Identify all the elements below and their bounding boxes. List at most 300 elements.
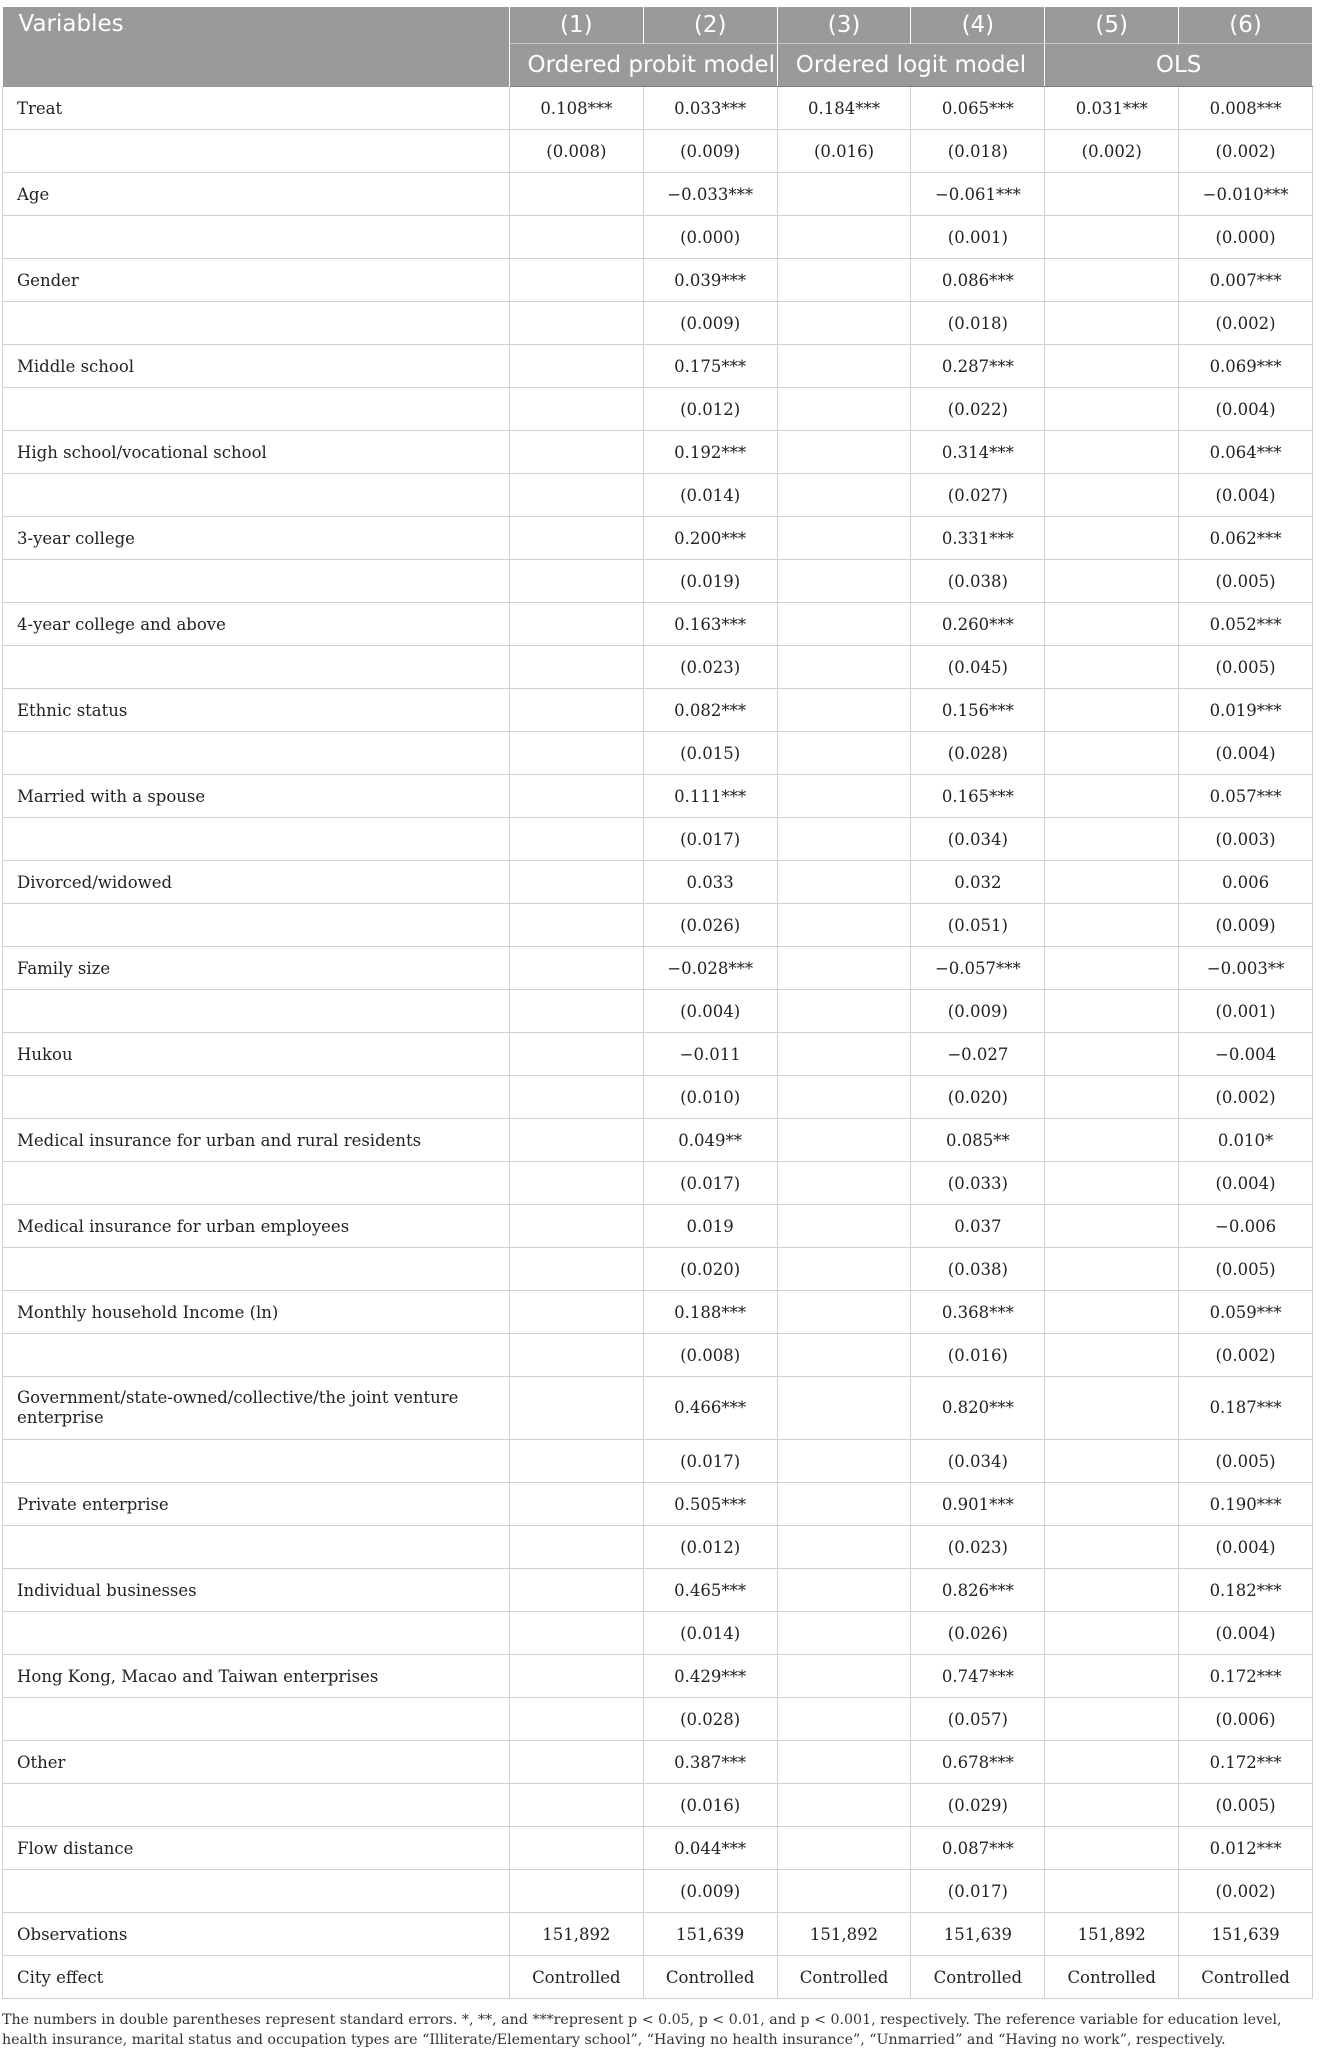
cell-col-2: 0.387***: [643, 1741, 777, 1784]
cell-col-3: [777, 603, 911, 646]
cell-col-3: [777, 259, 911, 302]
cell-col-6: 0.190***: [1179, 1483, 1313, 1526]
cell-col-4: (0.029): [911, 1784, 1045, 1827]
cell-col-6: 151,639: [1179, 1913, 1313, 1956]
row-label: [3, 560, 510, 603]
cell-col-5: [1045, 173, 1179, 216]
row-label: Observations: [3, 1913, 510, 1956]
cell-col-2: (0.000): [643, 216, 777, 259]
cell-col-5: [1045, 1291, 1179, 1334]
row-label: City effect: [3, 1956, 510, 1999]
cell-col-2: 0.039***: [643, 259, 777, 302]
table-row: [3, 1827, 1313, 1870]
cell-col-1: [509, 1784, 643, 1827]
cell-col-2: (0.023): [643, 646, 777, 689]
cell-col-3: [777, 1334, 911, 1377]
table-row: [3, 173, 1313, 216]
cell-col-2: 0.163***: [643, 603, 777, 646]
header-col-3: (3): [777, 7, 911, 44]
cell-col-6: (0.005): [1179, 646, 1313, 689]
cell-col-6: (0.002): [1179, 1870, 1313, 1913]
table-row: [3, 517, 1313, 560]
row-label: [3, 388, 510, 431]
cell-col-6: (0.004): [1179, 1526, 1313, 1569]
table-row: [3, 1162, 1313, 1205]
cell-col-2: 0.044***: [643, 1827, 777, 1870]
table-row: [3, 1377, 1313, 1440]
cell-col-5: [1045, 732, 1179, 775]
cell-col-1: [509, 775, 643, 818]
cell-col-1: [509, 990, 643, 1033]
cell-col-6: Controlled: [1179, 1956, 1313, 1999]
header-col-2: (2): [643, 7, 777, 44]
cell-col-5: [1045, 775, 1179, 818]
cell-col-2: (0.028): [643, 1698, 777, 1741]
cell-col-1: [509, 818, 643, 861]
cell-col-4: 0.368***: [911, 1291, 1045, 1334]
cell-col-4: (0.027): [911, 474, 1045, 517]
cell-col-2: (0.014): [643, 474, 777, 517]
cell-col-5: [1045, 1076, 1179, 1119]
row-label: [3, 130, 510, 173]
regression-table: [2, 7, 1313, 1999]
cell-col-2: (0.009): [643, 1870, 777, 1913]
cell-col-2: (0.012): [643, 388, 777, 431]
cell-col-4: (0.045): [911, 646, 1045, 689]
cell-col-1: [509, 560, 643, 603]
cell-col-1: 0.108***: [509, 87, 643, 130]
row-label: [3, 904, 510, 947]
cell-col-1: [509, 1483, 643, 1526]
table-row: [3, 775, 1313, 818]
cell-col-3: [777, 216, 911, 259]
table-row: [3, 1334, 1313, 1377]
cell-col-1: [509, 1205, 643, 1248]
cell-col-5: [1045, 216, 1179, 259]
header-group-ols: OLS: [1045, 44, 1313, 87]
cell-col-3: 151,892: [777, 1913, 911, 1956]
cell-col-4: (0.018): [911, 130, 1045, 173]
row-label: [3, 302, 510, 345]
cell-col-5: [1045, 689, 1179, 732]
cell-col-4: (0.009): [911, 990, 1045, 1033]
cell-col-6: 0.007***: [1179, 259, 1313, 302]
cell-col-3: [777, 1612, 911, 1655]
row-label: Age: [3, 173, 510, 216]
cell-col-3: [777, 1033, 911, 1076]
cell-col-6: (0.002): [1179, 1334, 1313, 1377]
cell-col-3: [777, 302, 911, 345]
cell-col-6: (0.002): [1179, 302, 1313, 345]
cell-col-1: [509, 302, 643, 345]
cell-col-3: [777, 1784, 911, 1827]
row-label: Private enterprise: [3, 1483, 510, 1526]
cell-col-1: [509, 388, 643, 431]
cell-col-6: −0.003**: [1179, 947, 1313, 990]
cell-col-2: (0.026): [643, 904, 777, 947]
cell-col-2: 151,639: [643, 1913, 777, 1956]
cell-col-2: 0.465***: [643, 1569, 777, 1612]
cell-col-1: [509, 732, 643, 775]
cell-col-1: [509, 1291, 643, 1334]
cell-col-1: [509, 259, 643, 302]
cell-col-4: 0.314***: [911, 431, 1045, 474]
row-label: [3, 990, 510, 1033]
cell-col-4: 0.065***: [911, 87, 1045, 130]
cell-col-4: (0.034): [911, 1440, 1045, 1483]
cell-col-6: 0.006: [1179, 861, 1313, 904]
cell-col-6: (0.006): [1179, 1698, 1313, 1741]
cell-col-5: [1045, 1483, 1179, 1526]
table-row: [3, 1655, 1313, 1698]
cell-col-1: [509, 474, 643, 517]
cell-col-3: 0.184***: [777, 87, 911, 130]
row-label: Other: [3, 1741, 510, 1784]
cell-col-2: (0.020): [643, 1248, 777, 1291]
cell-col-2: 0.188***: [643, 1291, 777, 1334]
cell-col-3: [777, 560, 911, 603]
cell-col-3: [777, 689, 911, 732]
cell-col-4: 0.260***: [911, 603, 1045, 646]
cell-col-5: [1045, 990, 1179, 1033]
header-variables: Variables: [3, 7, 510, 87]
cell-col-4: −0.061***: [911, 173, 1045, 216]
cell-col-6: (0.005): [1179, 1248, 1313, 1291]
cell-col-6: (0.004): [1179, 1162, 1313, 1205]
table-row: [3, 603, 1313, 646]
cell-col-5: [1045, 431, 1179, 474]
cell-col-4: −0.027: [911, 1033, 1045, 1076]
cell-col-6: (0.002): [1179, 130, 1313, 173]
row-label: [3, 1162, 510, 1205]
cell-col-4: 0.085**: [911, 1119, 1045, 1162]
cell-col-5: [1045, 818, 1179, 861]
cell-col-6: 0.057***: [1179, 775, 1313, 818]
cell-col-4: (0.017): [911, 1870, 1045, 1913]
cell-col-5: [1045, 603, 1179, 646]
cell-col-3: [777, 1248, 911, 1291]
cell-col-5: [1045, 388, 1179, 431]
table-row: [3, 1076, 1313, 1119]
cell-col-6: (0.004): [1179, 388, 1313, 431]
table-row: [3, 259, 1313, 302]
cell-col-2: (0.014): [643, 1612, 777, 1655]
cell-col-1: [509, 1033, 643, 1076]
cell-col-1: [509, 1698, 643, 1741]
table-row: [3, 130, 1313, 173]
row-label: Gender: [3, 259, 510, 302]
row-label: [3, 1334, 510, 1377]
cell-col-2: 0.429***: [643, 1655, 777, 1698]
cell-col-1: [509, 1741, 643, 1784]
table-row: [3, 1291, 1313, 1334]
table-row: [3, 646, 1313, 689]
table-row: [3, 302, 1313, 345]
cell-col-2: (0.012): [643, 1526, 777, 1569]
cell-col-1: [509, 1377, 643, 1440]
table-row: [3, 1784, 1313, 1827]
row-label: Medical insurance for urban and rural residents: [3, 1119, 510, 1162]
cell-col-3: [777, 1698, 911, 1741]
cell-col-1: [509, 173, 643, 216]
table-row: [3, 388, 1313, 431]
cell-col-4: 0.820***: [911, 1377, 1045, 1440]
table-row: [3, 1483, 1313, 1526]
cell-col-3: [777, 1827, 911, 1870]
table-row: [3, 990, 1313, 1033]
cell-col-2: (0.015): [643, 732, 777, 775]
cell-col-4: 0.156***: [911, 689, 1045, 732]
cell-col-1: [509, 216, 643, 259]
cell-col-5: [1045, 1033, 1179, 1076]
table-row: [3, 474, 1313, 517]
cell-col-5: [1045, 1205, 1179, 1248]
table-row: [3, 1870, 1313, 1913]
cell-col-3: [777, 431, 911, 474]
cell-col-3: [777, 990, 911, 1033]
cell-col-6: (0.000): [1179, 216, 1313, 259]
cell-col-6: (0.001): [1179, 990, 1313, 1033]
table-row: [3, 1119, 1313, 1162]
row-label: Treat: [3, 87, 510, 130]
header-row-numbers: [3, 7, 1313, 44]
table-header: [3, 7, 1313, 87]
cell-col-5: [1045, 1827, 1179, 1870]
header-col-4: (4): [911, 7, 1045, 44]
table-row: [3, 1741, 1313, 1784]
cell-col-1: [509, 1612, 643, 1655]
cell-col-2: 0.175***: [643, 345, 777, 388]
cell-col-3: [777, 861, 911, 904]
cell-col-6: 0.069***: [1179, 345, 1313, 388]
cell-col-6: −0.010***: [1179, 173, 1313, 216]
cell-col-1: Controlled: [509, 1956, 643, 1999]
cell-col-6: 0.182***: [1179, 1569, 1313, 1612]
table-row: [3, 431, 1313, 474]
cell-col-3: [777, 1291, 911, 1334]
row-label: Hukou: [3, 1033, 510, 1076]
cell-col-1: [509, 1870, 643, 1913]
cell-col-3: [777, 1870, 911, 1913]
cell-col-5: [1045, 1526, 1179, 1569]
cell-col-5: [1045, 1334, 1179, 1377]
table-row: [3, 689, 1313, 732]
cell-col-6: 0.012***: [1179, 1827, 1313, 1870]
cell-col-4: 0.826***: [911, 1569, 1045, 1612]
cell-col-5: [1045, 861, 1179, 904]
cell-col-5: [1045, 1377, 1179, 1440]
cell-col-5: [1045, 1248, 1179, 1291]
cell-col-6: 0.008***: [1179, 87, 1313, 130]
cell-col-4: 0.087***: [911, 1827, 1045, 1870]
cell-col-5: [1045, 1870, 1179, 1913]
cell-col-1: [509, 345, 643, 388]
cell-col-2: (0.016): [643, 1784, 777, 1827]
cell-col-1: [509, 646, 643, 689]
table-row: [3, 1440, 1313, 1483]
cell-col-2: (0.009): [643, 130, 777, 173]
cell-col-4: (0.001): [911, 216, 1045, 259]
cell-col-2: 0.033***: [643, 87, 777, 130]
cell-col-5: [1045, 302, 1179, 345]
cell-col-4: −0.057***: [911, 947, 1045, 990]
cell-col-6: 0.187***: [1179, 1377, 1313, 1440]
cell-col-1: [509, 1569, 643, 1612]
cell-col-5: [1045, 1569, 1179, 1612]
cell-col-4: (0.026): [911, 1612, 1045, 1655]
cell-col-4: Controlled: [911, 1956, 1045, 1999]
cell-col-2: 0.200***: [643, 517, 777, 560]
cell-col-3: Controlled: [777, 1956, 911, 1999]
table-row: [3, 1248, 1313, 1291]
cell-col-5: [1045, 1698, 1179, 1741]
cell-col-4: (0.022): [911, 388, 1045, 431]
table-row: [3, 560, 1313, 603]
cell-col-2: (0.009): [643, 302, 777, 345]
header-group-ordered-probit: Ordered probit model: [509, 44, 777, 87]
row-label: 4-year college and above: [3, 603, 510, 646]
cell-col-1: [509, 1334, 643, 1377]
cell-col-5: 0.031***: [1045, 87, 1179, 130]
cell-col-1: [509, 603, 643, 646]
cell-col-3: [777, 732, 911, 775]
cell-col-1: [509, 947, 643, 990]
table-row: [3, 861, 1313, 904]
cell-col-6: (0.009): [1179, 904, 1313, 947]
row-label: Ethnic status: [3, 689, 510, 732]
cell-col-5: (0.002): [1045, 130, 1179, 173]
row-label: Middle school: [3, 345, 510, 388]
cell-col-3: [777, 1162, 911, 1205]
row-label: [3, 1612, 510, 1655]
table-row: [3, 216, 1313, 259]
cell-col-5: [1045, 1612, 1179, 1655]
cell-col-6: 0.059***: [1179, 1291, 1313, 1334]
cell-col-3: [777, 1569, 911, 1612]
cell-col-4: (0.057): [911, 1698, 1045, 1741]
cell-col-1: [509, 861, 643, 904]
row-label: Family size: [3, 947, 510, 990]
cell-col-5: [1045, 1440, 1179, 1483]
cell-col-5: Controlled: [1045, 1956, 1179, 1999]
table-row: [3, 1612, 1313, 1655]
cell-col-5: 151,892: [1045, 1913, 1179, 1956]
row-label: Flow distance: [3, 1827, 510, 1870]
cell-col-2: (0.010): [643, 1076, 777, 1119]
cell-col-6: (0.003): [1179, 818, 1313, 861]
row-label: 3-year college: [3, 517, 510, 560]
cell-col-4: 151,639: [911, 1913, 1045, 1956]
row-label: [3, 474, 510, 517]
cell-col-2: 0.019: [643, 1205, 777, 1248]
table-row: [3, 1526, 1313, 1569]
row-label: [3, 1784, 510, 1827]
cell-col-2: (0.017): [643, 1162, 777, 1205]
cell-col-6: 0.019***: [1179, 689, 1313, 732]
table-row: [3, 1569, 1313, 1612]
cell-col-5: [1045, 1655, 1179, 1698]
cell-col-4: 0.032: [911, 861, 1045, 904]
cell-col-6: (0.004): [1179, 1612, 1313, 1655]
cell-col-3: [777, 1655, 911, 1698]
cell-col-2: 0.466***: [643, 1377, 777, 1440]
cell-col-2: 0.192***: [643, 431, 777, 474]
header-col-1: (1): [509, 7, 643, 44]
cell-col-2: 0.033: [643, 861, 777, 904]
cell-col-1: [509, 1655, 643, 1698]
cell-col-4: (0.018): [911, 302, 1045, 345]
cell-col-6: 0.010*: [1179, 1119, 1313, 1162]
cell-col-2: (0.017): [643, 818, 777, 861]
row-label: [3, 646, 510, 689]
cell-col-5: [1045, 560, 1179, 603]
row-label: [3, 1248, 510, 1291]
cell-col-2: 0.111***: [643, 775, 777, 818]
cell-col-2: −0.028***: [643, 947, 777, 990]
cell-col-5: [1045, 345, 1179, 388]
row-label: Individual businesses: [3, 1569, 510, 1612]
cell-col-4: (0.016): [911, 1334, 1045, 1377]
cell-col-2: −0.011: [643, 1033, 777, 1076]
cell-col-3: [777, 345, 911, 388]
row-label: Married with a spouse: [3, 775, 510, 818]
cell-col-1: [509, 904, 643, 947]
cell-col-6: −0.006: [1179, 1205, 1313, 1248]
cell-col-3: [777, 517, 911, 560]
cell-col-1: 151,892: [509, 1913, 643, 1956]
cell-col-1: [509, 1162, 643, 1205]
cell-col-6: (0.005): [1179, 1440, 1313, 1483]
row-label: Government/state-owned/collective/the joint venture enterprise: [3, 1377, 510, 1440]
cell-col-2: −0.033***: [643, 173, 777, 216]
cell-col-3: [777, 904, 911, 947]
cell-col-3: [777, 1205, 911, 1248]
cell-col-3: (0.016): [777, 130, 911, 173]
row-label: [3, 732, 510, 775]
cell-col-1: [509, 1440, 643, 1483]
table-row: [3, 345, 1313, 388]
table-body: [3, 87, 1313, 1999]
cell-col-5: [1045, 904, 1179, 947]
header-col-5: (5): [1045, 7, 1179, 44]
row-label: [3, 818, 510, 861]
cell-col-1: [509, 689, 643, 732]
cell-col-3: [777, 173, 911, 216]
cell-col-4: (0.033): [911, 1162, 1045, 1205]
row-label: Medical insurance for urban employees: [3, 1205, 510, 1248]
cell-col-3: [777, 818, 911, 861]
cell-col-5: [1045, 1162, 1179, 1205]
cell-col-2: (0.004): [643, 990, 777, 1033]
row-label: [3, 1440, 510, 1483]
cell-col-2: 0.082***: [643, 689, 777, 732]
row-label: [3, 216, 510, 259]
cell-col-5: [1045, 259, 1179, 302]
cell-col-4: (0.034): [911, 818, 1045, 861]
cell-col-1: [509, 1076, 643, 1119]
cell-col-3: [777, 388, 911, 431]
cell-col-4: (0.020): [911, 1076, 1045, 1119]
cell-col-3: [777, 646, 911, 689]
row-label: [3, 1698, 510, 1741]
cell-col-3: [777, 947, 911, 990]
table-row: [3, 818, 1313, 861]
row-label: [3, 1526, 510, 1569]
cell-col-3: [777, 1483, 911, 1526]
cell-col-4: (0.023): [911, 1526, 1045, 1569]
cell-col-6: (0.005): [1179, 1784, 1313, 1827]
row-label: High school/vocational school: [3, 431, 510, 474]
